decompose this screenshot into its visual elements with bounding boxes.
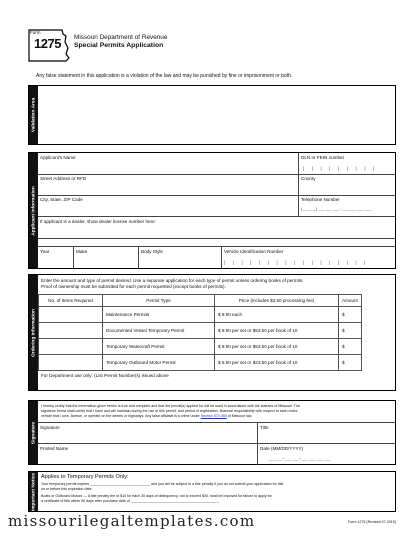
applicant-name-label: Applicant's Name <box>40 155 76 160</box>
form-number: 1275 <box>34 36 61 51</box>
year-field[interactable] <box>40 255 72 267</box>
permit-type: Temporary Outboard Motor Permit <box>103 355 215 371</box>
items-required-input[interactable] <box>39 355 103 371</box>
permit-type: Documented Vessel Temporary Permit <box>103 323 215 339</box>
title-label: Title <box>260 425 269 430</box>
form-revision: Form 1275 (Revised 07-2015) <box>348 520 396 524</box>
applicant-section <box>28 152 396 269</box>
items-required-input[interactable] <box>39 339 103 355</box>
department-use-field <box>41 379 393 390</box>
make-label: Make <box>76 249 88 254</box>
ordering-instructions-2: Proof of ownership must be submitted for each permit requested (except books of permits). <box>41 284 226 289</box>
permit-price: $ 8.50 each <box>215 307 339 323</box>
city-state-zip-field[interactable] <box>40 203 298 215</box>
make-field[interactable] <box>75 255 137 267</box>
table-row <box>39 307 362 323</box>
notice-side-label: Important Notice <box>31 472 36 511</box>
dealer-license-label: If applicant is a dealer, show dealer license number here: <box>40 219 156 224</box>
validation-side-label: Validation Area <box>29 86 38 144</box>
county-label: County <box>301 176 316 181</box>
permit-price: $ 8.50 per set or $53.50 per book of 10 <box>215 323 339 339</box>
title-field[interactable] <box>260 431 394 443</box>
form-header <box>28 28 398 64</box>
notice-heading: Applies to Temporary Permits Only: <box>41 474 129 480</box>
notice-section <box>28 471 396 512</box>
street-address-field[interactable] <box>40 182 298 194</box>
items-required-input[interactable] <box>39 323 103 339</box>
department-use-label: For Department use only: (List Permit Number(s) issued above <box>41 373 169 378</box>
amount-input[interactable]: $ <box>339 307 362 323</box>
vin-field[interactable]: | | | | | | | | | | | | | | | | | <box>224 260 369 265</box>
printed-name-label: Printed Name <box>40 446 69 451</box>
vin-label: Vehicle Identification Number <box>224 249 284 254</box>
col-permit-type: Permit Type <box>103 295 215 307</box>
department-name: Missouri Department of Revenue <box>74 34 168 41</box>
validation-area <box>38 86 395 144</box>
table-row <box>39 339 362 355</box>
permit-order-table <box>38 294 362 371</box>
applicant-name-field[interactable] <box>40 161 298 173</box>
date-field[interactable]: ___ ___ / ___ ___ / ___ ___ ___ ___ <box>268 457 331 461</box>
permit-type: Maintenance Permits <box>103 307 215 323</box>
dln-field[interactable]: | | | | | | | | | <box>303 166 378 171</box>
signature-label: Signature <box>40 425 60 430</box>
ordering-side-label: Ordering Information <box>29 275 38 390</box>
permit-price: $ 8.50 per set or $53.50 per book of 10 <box>215 339 339 355</box>
dln-label: DLN or FEIN number <box>301 155 345 160</box>
printed-name-field[interactable] <box>40 452 254 464</box>
form-title: Special Permits Application <box>74 42 164 49</box>
signature-field[interactable] <box>40 431 254 443</box>
amount-input[interactable]: $ <box>339 339 362 355</box>
col-items-required: No. of Items Required <box>39 295 103 307</box>
validation-section <box>28 85 396 145</box>
body-style-label: Body Style <box>141 249 163 254</box>
table-row <box>39 355 362 371</box>
dealer-license-field[interactable] <box>158 217 393 227</box>
city-state-zip-label: City, State, ZIP Code <box>40 197 83 202</box>
county-field[interactable] <box>301 182 393 194</box>
form-label: Form <box>30 30 41 35</box>
watermark: missourilegaltemplates.com <box>8 512 256 530</box>
body-style-field[interactable] <box>140 255 220 267</box>
signature-section <box>28 400 396 465</box>
signature-side-label: Signature <box>29 401 38 464</box>
year-label: Year <box>40 249 50 254</box>
amount-input[interactable]: $ <box>339 323 362 339</box>
table-header-row <box>39 295 362 307</box>
telephone-label: Telephone Number <box>301 197 340 202</box>
col-amount: Amount <box>339 295 362 307</box>
amount-input[interactable]: $ <box>339 355 362 371</box>
permit-price: $ 5.50 per set or $23.50 per book of 10 <box>215 355 339 371</box>
date-label: Date (MM/DD/YYYY) <box>260 446 304 451</box>
statute-link[interactable]: Section 570.080 <box>200 414 227 418</box>
false-statement-warning: Any false statement in this application is a violation of the law and may be punished by fine or imprisonment or both. <box>36 73 293 79</box>
permit-type: Temporary Watercraft Permit <box>103 339 215 355</box>
street-address-label: Street Address or RFD <box>40 176 87 181</box>
certification-text: I hereby certify that the information given herein is true and complete and that the permit(s) applied for will be used in accordance with the statutes of Missouri. The signature below shall certify that I have and will maintain during the use of this permit, and period of registration, financial responsibility with respect to each motor vehicle that I own, license, or operate on the streets or highways. Any false affidavit is a crime under Section 570.080 of Missouri law. <box>41 404 300 418</box>
applicant-side-label: Applicant Information <box>29 153 38 268</box>
items-required-input[interactable] <box>39 307 103 323</box>
ordering-instructions: Enter the amount and type of permit desired. Use a separate application for each type of permit unless ordering books of permits. <box>41 278 304 283</box>
table-row <box>39 323 362 339</box>
notice-text: Your temporary permit expires ______________________________ and you will be subject to a title penalty if you do not submit your application for title on or before this expiration date. Boats or Outboard Motors — A title penalty fee of $10 for each 30 days of delinquency, not to exceed $30, shall be imposed for failure to apply for a certificate of title within 60 days after purchase date of ____________________________________________. <box>41 482 284 503</box>
telephone-field[interactable]: (___ ___) ___ ___ ___ - ___ ___ ___ ___ <box>301 207 372 211</box>
ordering-section <box>28 274 396 391</box>
col-price: Price (includes $3.50 processing fee) <box>215 295 339 307</box>
